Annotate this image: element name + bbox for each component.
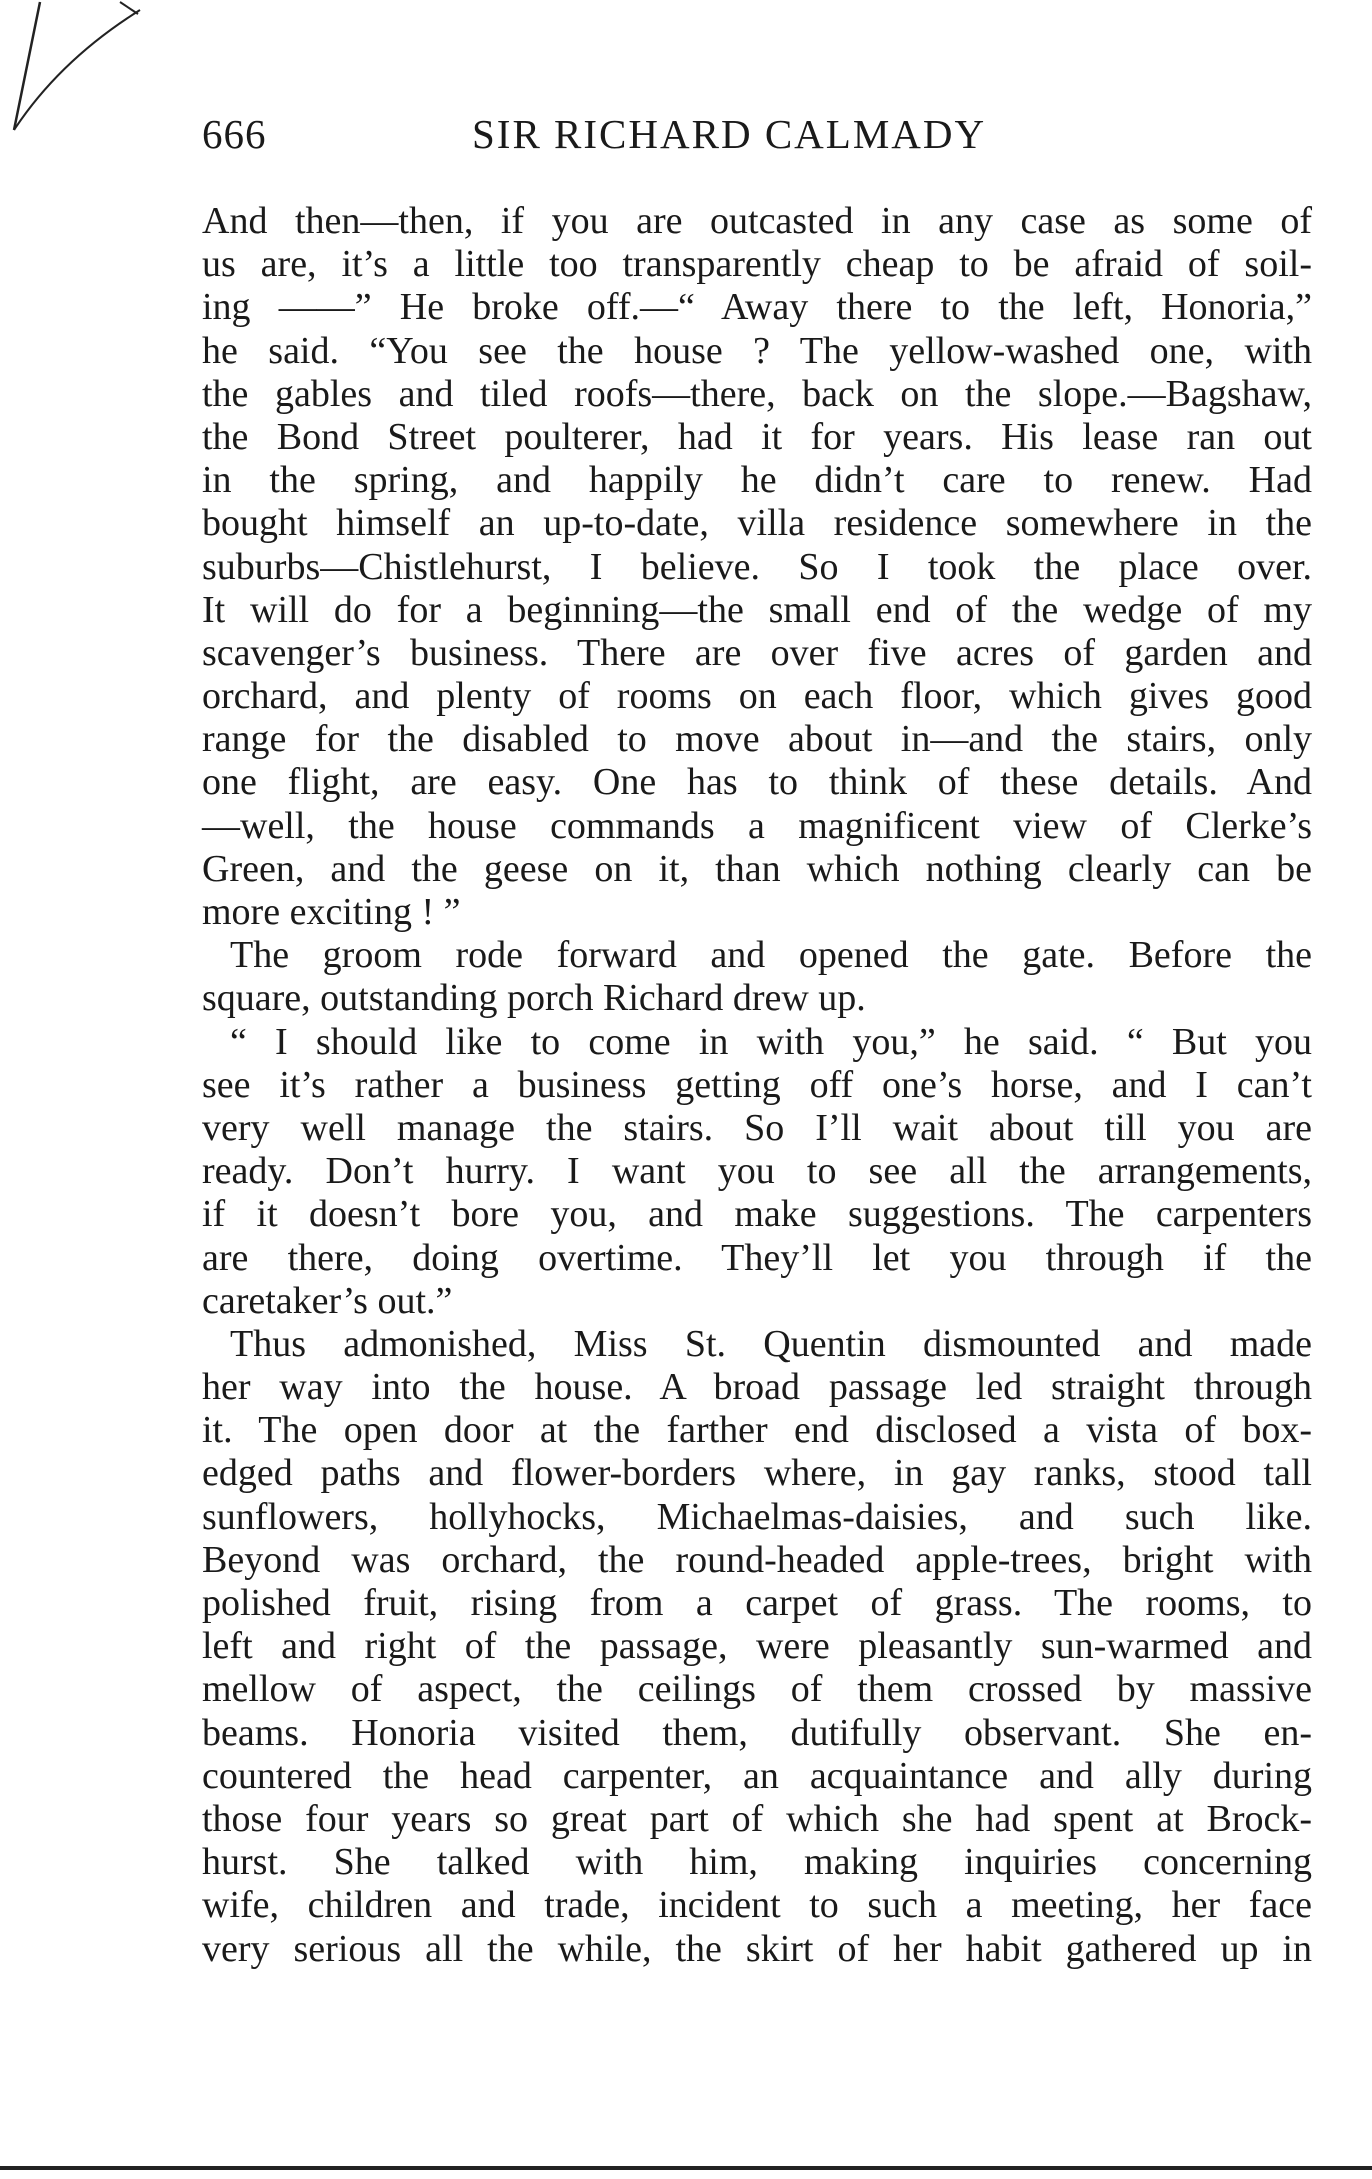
text-line: The groom rode forward and opened the gate. Before the [230, 934, 1312, 977]
text-line: in the spring, and happily he didn’t care to renew. Had [202, 459, 1312, 502]
page-bottom-edge [0, 2166, 1372, 2170]
text-line: Green, and the geese on it, than which nothing clearly can be [202, 847, 1312, 890]
text-line: countered the head carpenter, an acquaintance and ally during [202, 1754, 1312, 1797]
text-line: —well, the house commands a magnificent view of Clerke’s [202, 804, 1312, 847]
text-line: bought himself an up-to-date, villa residence somewhere in the [202, 502, 1312, 545]
text-line: he said. “You see the house ? The yellow-washed one, with [202, 329, 1312, 372]
text-line: see it’s rather a business getting off one’s horse, and I can’t [202, 1063, 1312, 1106]
text-line: caretaker’s out.” [202, 1279, 453, 1322]
text-line: are there, doing overtime. They’ll let you through if the [202, 1236, 1312, 1279]
pencil-mark-icon [0, 0, 160, 150]
text-line: mellow of aspect, the ceilings of them crossed by massive [202, 1668, 1312, 1711]
text-line: And then—then, if you are outcasted in any case as some of [202, 200, 1312, 242]
text-line: one flight, are easy. One has to think of these details. And [202, 761, 1312, 804]
text-line: edged paths and flower-borders where, in gay ranks, stood tall [202, 1452, 1312, 1495]
text-line: suburbs—Chistlehurst, I believe. So I took the place over. [202, 545, 1312, 588]
text-line: beams. Honoria visited them, dutifully observant. She en- [202, 1711, 1312, 1754]
text-line: her way into the house. A broad passage led straight through [202, 1366, 1312, 1409]
page-number: 666 [202, 111, 267, 157]
text-line: sunflowers, hollyhocks, Michaelmas-daisies, and such like. [202, 1495, 1312, 1538]
text-line: “ I should like to come in with you,” he said. “ But you [230, 1020, 1312, 1063]
text-line: very serious all the while, the skirt of her habit gathered up in [202, 1927, 1312, 1970]
text-line: ing ——” He broke off.—“ Away there to the left, Honoria,” [202, 286, 1312, 329]
text-line: orchard, and plenty of rooms on each floor, which gives good [202, 675, 1312, 718]
text-line: square, outstanding porch Richard drew up. [202, 977, 866, 1020]
text-line: those four years so great part of which she had spent at Brock- [202, 1797, 1312, 1840]
text-line: range for the disabled to move about in—and the stairs, only [202, 718, 1312, 761]
text-line: scavenger’s business. There are over five acres of garden and [202, 631, 1312, 674]
text-line: it. The open door at the farther end disclosed a vista of box- [202, 1409, 1312, 1452]
text-line: very well manage the stairs. So I’ll wait about till you are [202, 1106, 1312, 1149]
body-text [202, 200, 1312, 1971]
text-line: the gables and tiled roofs—there, back on the slope.—Bagshaw, [202, 372, 1312, 415]
text-line: the Bond Street poulterer, had it for years. His lease ran out [202, 415, 1312, 458]
text-line: It will do for a beginning—the small end of the wedge of my [202, 588, 1312, 631]
running-head: SIR RICHARD CALMADY [472, 111, 987, 157]
text-line: left and right of the passage, were pleasantly sun-warmed and [202, 1625, 1312, 1668]
page-header [202, 110, 1312, 170]
text-line: if it doesn’t bore you, and make suggestions. The carpenters [202, 1193, 1312, 1236]
text-line: us are, it’s a little too transparently cheap to be afraid of soil- [202, 243, 1312, 286]
text-line: wife, children and trade, incident to such a meeting, her face [202, 1884, 1312, 1927]
text-line: Beyond was orchard, the round-headed apple-trees, bright with [202, 1538, 1312, 1581]
text-line: more exciting ! ” [202, 891, 461, 933]
text-line: Thus admonished, Miss St. Quentin dismounted and made [230, 1322, 1312, 1365]
text-line: hurst. She talked with him, making inquiries concerning [202, 1841, 1312, 1884]
text-line: polished fruit, rising from a carpet of grass. The rooms, to [202, 1582, 1312, 1624]
text-line: ready. Don’t hurry. I want you to see all the arrangements, [202, 1150, 1312, 1193]
